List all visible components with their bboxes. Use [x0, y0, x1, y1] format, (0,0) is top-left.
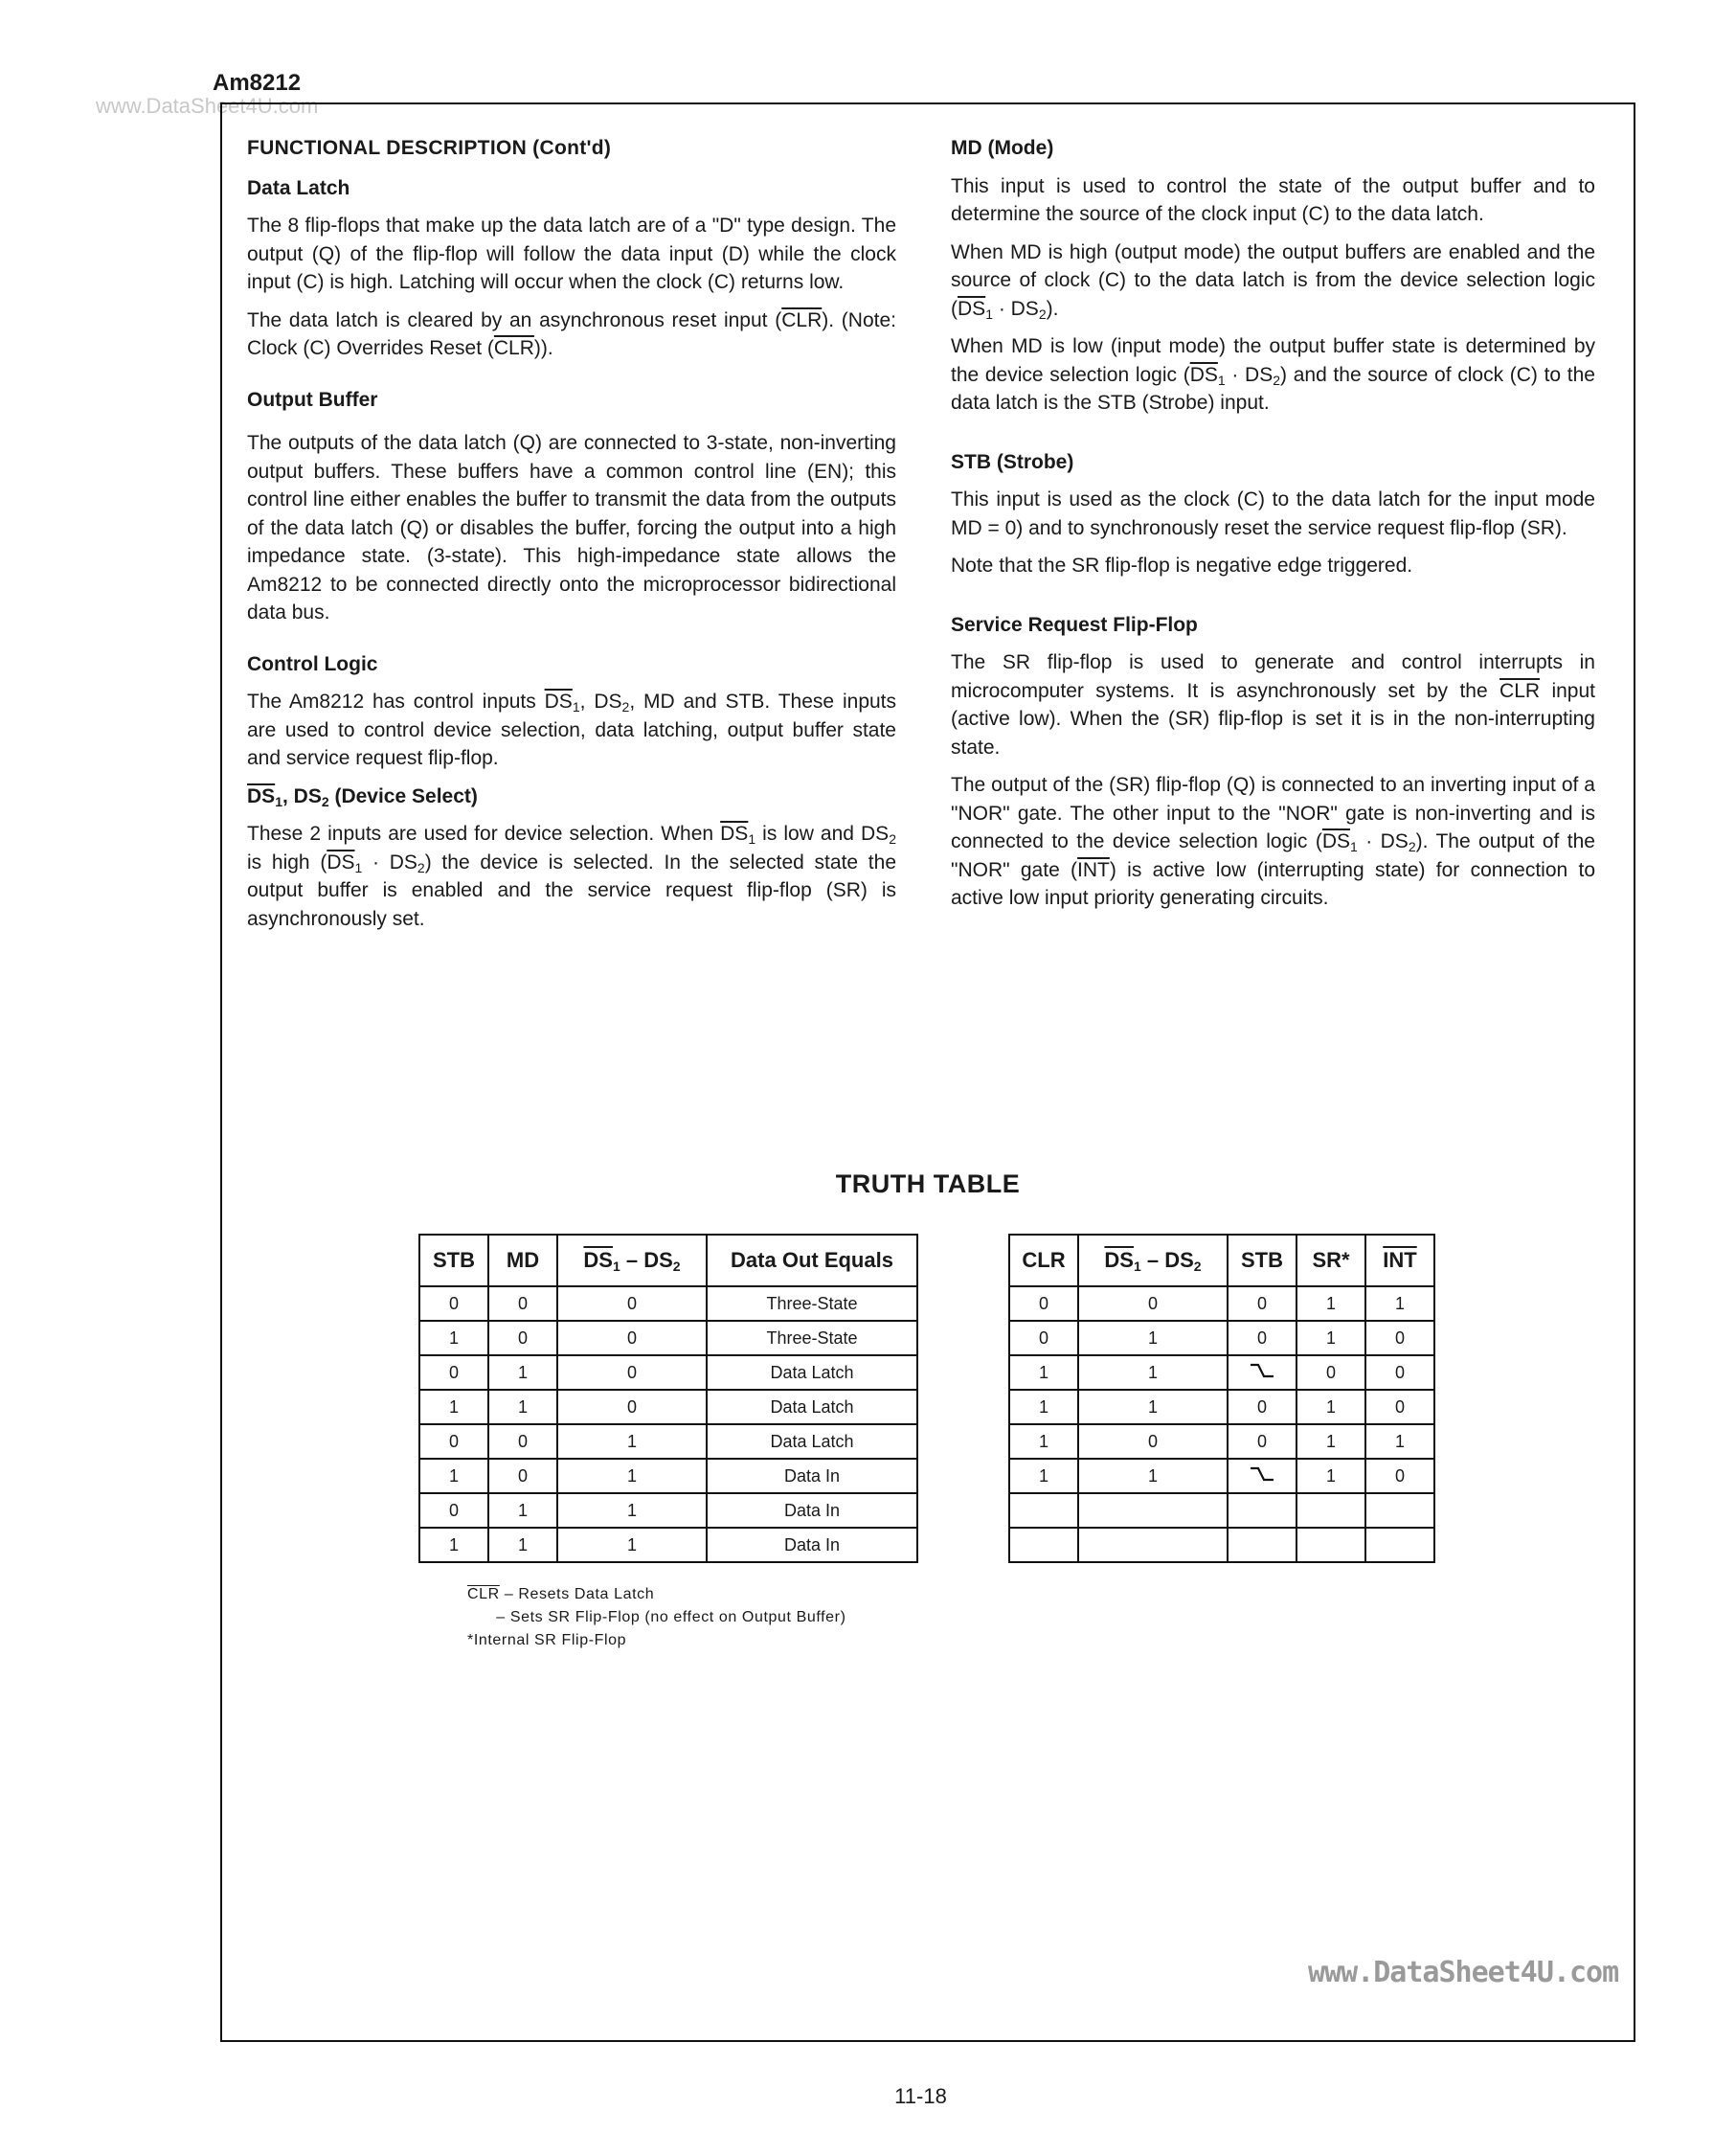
- header-sr: SR*: [1296, 1235, 1365, 1286]
- table-cell: 1: [488, 1355, 557, 1390]
- table-cell: 0: [419, 1286, 488, 1321]
- header-int: $\overline{INT}$: [1365, 1235, 1434, 1286]
- table-row: [1009, 1390, 1434, 1424]
- header-clr: CLR: [1009, 1235, 1078, 1286]
- table-cell: [1009, 1528, 1078, 1562]
- table-cell: 1: [488, 1493, 557, 1528]
- table-row: [1009, 1528, 1434, 1562]
- table-cell: Data In: [707, 1459, 917, 1493]
- table-row: [1009, 1321, 1434, 1355]
- page-header-title: Am8212: [213, 70, 302, 96]
- table-cell: 1: [1009, 1355, 1078, 1390]
- stb-heading: STB (Strobe): [951, 450, 1074, 473]
- table-cell: 0: [1365, 1321, 1434, 1355]
- falling-edge-icon: [1228, 1355, 1296, 1390]
- table-cell: 0: [1296, 1355, 1365, 1390]
- data-latch-paragraph-1: The 8 flip-flops that make up the data latch are of a "D" type design. The output (Q) of the flip-flop will follow the data input (D) while the clock input (C) is high. Latching will occur when the clock (C) returns low.: [247, 215, 896, 293]
- table-cell: 1: [488, 1390, 557, 1424]
- table-cell: 1: [557, 1528, 707, 1562]
- md-paragraph-1: This input is used to control the state of the output buffer and to determine the source of the clock input (C) to the data latch.: [951, 174, 1595, 225]
- data-latch-heading: Data Latch: [247, 176, 350, 199]
- table-cell: [1296, 1528, 1365, 1562]
- table-cell: 1: [1078, 1459, 1228, 1493]
- stb-paragraph-2: Note that the SR flip-flop is negative edge triggered.: [951, 555, 1413, 577]
- table-cell: 1: [1296, 1286, 1365, 1321]
- table-row: [419, 1493, 917, 1528]
- table-row: [419, 1321, 917, 1355]
- header-ds: $\overline{DS}_1 - DS_2$: [1078, 1235, 1228, 1286]
- table-cell: 1: [419, 1459, 488, 1493]
- sr-paragraph-2: The output of the (SR) flip-flop (Q) is connected to an inverting input of a "NOR" gate. The other input to the "NOR" gate is non-inverting and is connected to the device selection logic $(\overline{DS}_1 \cdot DS_2)$. The output of the "NOR" gate $(\overline{INT})$ is active low (interrupting state) for connection to active low input priority generating circuits.: [951, 774, 1595, 909]
- table-cell: 1: [419, 1528, 488, 1562]
- sr-heading: Service Request Flip-Flop: [951, 613, 1198, 636]
- header-ds: $\overline{DS}_1 - DS_2$: [557, 1235, 707, 1286]
- table-cell: 0: [419, 1424, 488, 1459]
- table-cell: 0: [488, 1321, 557, 1355]
- table-cell: 1: [1365, 1424, 1434, 1459]
- output-buffer-heading: Output Buffer: [247, 388, 378, 411]
- table-cell: Data In: [707, 1493, 917, 1528]
- table-cell: 0: [557, 1321, 707, 1355]
- table-cell: 1: [557, 1459, 707, 1493]
- table-row: [1009, 1424, 1434, 1459]
- header-md: MD: [488, 1235, 557, 1286]
- table-cell: 1: [1009, 1459, 1078, 1493]
- right-column: [951, 134, 1595, 922]
- table-cell: 0: [1009, 1321, 1078, 1355]
- table-cell: 1: [1009, 1424, 1078, 1459]
- page-number: 11-18: [894, 2084, 947, 2108]
- table-row: [419, 1459, 917, 1493]
- table-cell: 0: [1078, 1424, 1228, 1459]
- table-row: [419, 1286, 917, 1321]
- table-cell: 1: [1365, 1286, 1434, 1321]
- table-cell: 1: [1078, 1355, 1228, 1390]
- left-column: [247, 134, 896, 942]
- table-cell: 1: [419, 1321, 488, 1355]
- section-title: FUNCTIONAL DESCRIPTION (Cont'd): [247, 137, 612, 159]
- header-stb: STB: [419, 1235, 488, 1286]
- watermark-bottom: www.DataSheet4U.com: [1308, 1956, 1619, 1989]
- control-logic-paragraph: The Am8212 has control inputs $\overline{DS}_1$, $DS_2$, MD and STB. These inputs are used to control device selection, data latching, output buffer state and service request flip-flop.: [247, 691, 897, 769]
- table-cell: 0: [1365, 1390, 1434, 1424]
- falling-edge-icon: [1228, 1459, 1296, 1493]
- table-cell: 1: [1078, 1321, 1228, 1355]
- table-cell: Three-State: [707, 1321, 917, 1355]
- note-line-1: $\overline{CLR}$ – Resets Data Latch: [467, 1586, 655, 1602]
- table-cell: 0: [1228, 1321, 1296, 1355]
- truth-table-title: TRUTH TABLE: [835, 1169, 1021, 1198]
- table-notes: [467, 1583, 846, 1652]
- table-cell: 1: [1009, 1390, 1078, 1424]
- table-cell: 0: [1365, 1459, 1434, 1493]
- table-cell: 0: [419, 1493, 488, 1528]
- table-cell: [1365, 1493, 1434, 1528]
- device-select-paragraph: These 2 inputs are used for device selection. When $\overline{DS}_1$ is low and $DS_2$ is high $(\overline{DS}_1 \cdot DS_2)$ the device is selected. In the selected state the output buffer is enabled and the service request flip-flop (SR) is asynchronously set.: [247, 823, 896, 930]
- table-cell: Data In: [707, 1528, 917, 1562]
- sr-paragraph-1: The SR flip-flop is used to generate and control interrupts in microcomputer systems. It is asynchronously set by the $\overline{CLR}$ input (active low). When the (SR) flip-flop is set it is in the non-interrupting state.: [951, 651, 1595, 759]
- table-cell: [1078, 1493, 1228, 1528]
- table-cell: Data Latch: [707, 1424, 917, 1459]
- table-row: [1009, 1459, 1434, 1493]
- table-cell: 0: [488, 1286, 557, 1321]
- table-cell: Three-State: [707, 1286, 917, 1321]
- table-cell: 1: [1296, 1459, 1365, 1493]
- table-cell: 0: [557, 1355, 707, 1390]
- table-cell: 0: [488, 1459, 557, 1493]
- table-row: [1009, 1286, 1434, 1321]
- truth-table-data-out: [418, 1234, 918, 1563]
- md-paragraph-3: When MD is low (input mode) the output buffer state is determined by the device selection logic $(\overline{DS}_1 \cdot DS_2)$ and the source of clock (C) to the data latch is the STB (Strobe) input.: [951, 335, 1595, 414]
- table-cell: 0: [488, 1424, 557, 1459]
- table-cell: 1: [419, 1390, 488, 1424]
- table-cell: Data Latch: [707, 1390, 917, 1424]
- table-cell: Data Latch: [707, 1355, 917, 1390]
- table-cell: [1228, 1493, 1296, 1528]
- table-cell: [1078, 1528, 1228, 1562]
- header-data-out: Data Out Equals: [707, 1235, 917, 1286]
- table-cell: 1: [1296, 1424, 1365, 1459]
- data-latch-paragraph-2: The data latch is cleared by an asynchronous reset input $(\overline{CLR})$. (Note: Clock (C) Overrides Reset $(\overline{CLR})$).: [247, 308, 896, 359]
- header-stb: STB: [1228, 1235, 1296, 1286]
- table-row: [419, 1424, 917, 1459]
- table-cell: 0: [1078, 1286, 1228, 1321]
- truth-table-interrupt: [1008, 1234, 1435, 1563]
- table-row: [419, 1390, 917, 1424]
- table-cell: 0: [1365, 1355, 1434, 1390]
- table-cell: [1228, 1528, 1296, 1562]
- table-cell: 0: [419, 1355, 488, 1390]
- table-cell: 0: [1228, 1390, 1296, 1424]
- table-cell: 1: [1078, 1390, 1228, 1424]
- control-logic-heading: Control Logic: [247, 652, 378, 675]
- device-select-heading: $\overline{DS}_1$, $DS_2$ (Device Select): [247, 784, 478, 809]
- table-cell: 0: [1228, 1286, 1296, 1321]
- stb-paragraph-1: This input is used as the clock (C) to the data latch for the input mode MD = 0) and to synchronously reset the service request flip-flop (SR).: [951, 488, 1595, 539]
- table-cell: 1: [1296, 1390, 1365, 1424]
- note-line-3: *Internal SR Flip-Flop: [467, 1632, 627, 1648]
- table-cell: [1009, 1493, 1078, 1528]
- watermark-top: www.DataSheet4U.com: [96, 94, 319, 118]
- table-cell: 1: [1296, 1321, 1365, 1355]
- table-cell: [1365, 1528, 1434, 1562]
- note-line-2: – Sets SR Flip-Flop (no effect on Output Buffer): [467, 1609, 846, 1625]
- table-cell: [1296, 1493, 1365, 1528]
- table-cell: 1: [557, 1424, 707, 1459]
- table-cell: 0: [557, 1390, 707, 1424]
- table-row: [1009, 1493, 1434, 1528]
- table-cell: 0: [1228, 1424, 1296, 1459]
- table-row: [419, 1528, 917, 1562]
- table-cell: 0: [1009, 1286, 1078, 1321]
- table-cell: 1: [488, 1528, 557, 1562]
- md-heading: MD (Mode): [951, 137, 1054, 159]
- output-buffer-paragraph: The outputs of the data latch (Q) are connected to 3-state, non-inverting output buffers. These buffers have a common control line (EN); this control line either enables the buffer to transmit the data from the outputs of the data latch (Q) or disables the buffer, forcing the output into a high impedance state. (3-state). This high-impedance state allows the Am8212 to be connected directly onto the microprocessor bidirectional data bus.: [247, 432, 896, 624]
- table-row: [1009, 1355, 1434, 1390]
- table-row: [419, 1355, 917, 1390]
- table-cell: 1: [557, 1493, 707, 1528]
- md-paragraph-2: When MD is high (output mode) the output buffers are enabled and the source of clock (C) to the data latch is from the device selection logic $(\overline{DS}_1 \cdot DS_2)$.: [951, 240, 1595, 322]
- table-cell: 0: [557, 1286, 707, 1321]
